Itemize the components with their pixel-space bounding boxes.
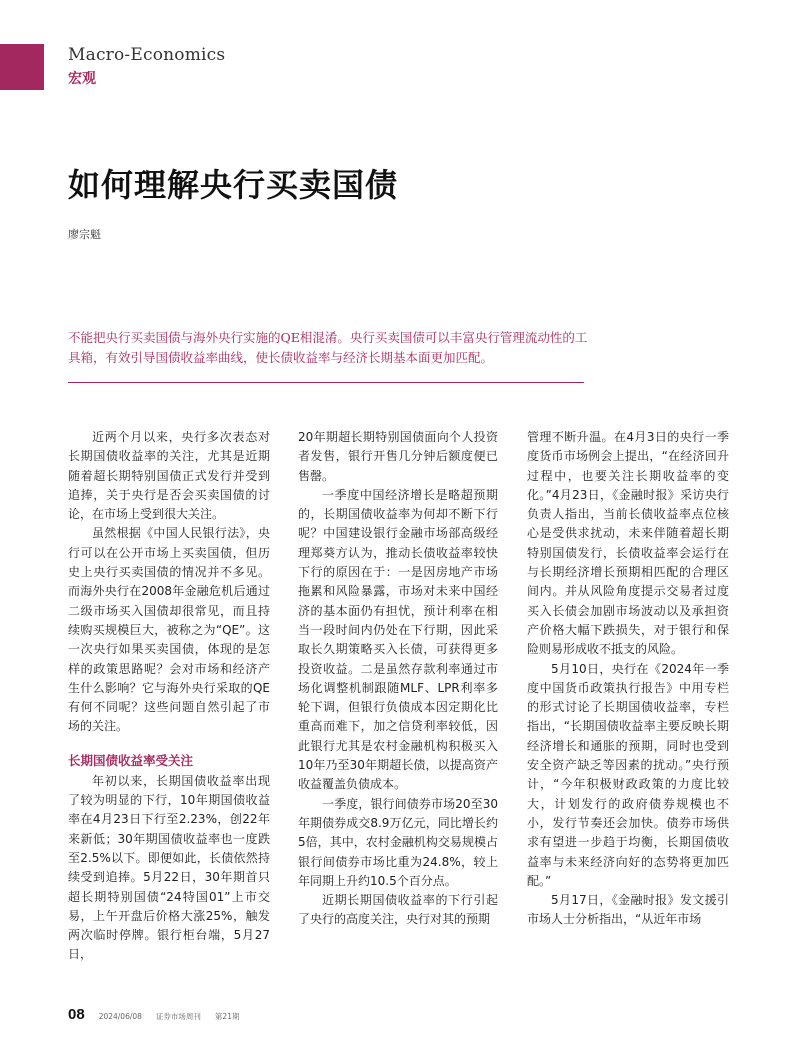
paragraph: 管理不断升温。在4月3日的央行一季度货币市场例会上提出，“在经济回升过程中，也要关注长期收益率的变化。”4月23日，《金融时报》采访央行负责人指出，当前长债收益率点位核心是受供求扰动，未来伴随着超长期特别国债发行，长债收益率会运行在与长期经济增长预期相匹配的合理区间内。并从风险角度提示交易者过度买入长债会加剧市场波动以及承担资产价格大幅下跌损失，对于银行和保险则易形成收不抵支的风险。 — [527, 430, 729, 657]
paragraph: 一季度中国经济增长是略超预期的，长期国债收益率为何却不断下行呢？中国建设银行金融市场部高级经理郑葵方认为，推动长债收益率较快下行的原因在于：一是因房地产市场拖累和风险暴露，市场对未来中国经济的基本面仍有担忧，预计利率在相当一段时间内仍处在下行期，因此采取长久期策略买入长债，可获得更多投资收益。二是虽然存款利率通过市场化调整机制跟随MLF、LPR利率多轮下调，但银行负债成本因定期化比重高而难下，加之信贷利率较低，因此银行尤其是农村金融机构积极买入10年乃至30年期超长债，以提高资产收益覆盖负债成本。 — [298, 487, 498, 792]
page-footer — [68, 1006, 239, 1023]
article-author: 廖宗魁 — [68, 228, 101, 241]
paragraph: 近两个月以来，央行多次表态对长期国债收益率的关注，尤其是近期随着超长期特别国债正式发行并受到追捧，关于央行是否会买卖国债的讨论，在市场上受到很大关注。 — [68, 430, 270, 522]
paragraph: 5月10日，央行在《2024年一季度中国货币政策执行报告》中用专栏的形式讨论了长期国债收益率，专栏指出，“长期国债收益率主要反映长期经济增长和通胀的预期，同时也受到安全资产缺乏等因素的扰动。”央行预计，“今年积极财政政策的力度比较大，计划发行的政府债券规模也不小，发行节奏还会加快。债券市场供求有望进一步趋于均衡，长期国债收益率与未来经济向好的态势将更加匹配。” — [527, 661, 729, 888]
paragraph: 5月17日，《金融时报》发文援引市场人士分析指出，“从近年市场 — [527, 893, 729, 927]
section-label-cn: 宏观 — [68, 71, 96, 87]
paragraph: 一季度，银行间债券市场20至30年期债券成交8.9万亿元，同比增长约5倍，其中，农村金融机构交易规模占银行间债券市场比重为24.8%，较上年同期上升约10.5个百分点。 — [298, 796, 498, 888]
paragraph: 20年期超长期特别国债面向个人投资者发售，银行开售几分钟后额度便已售罄。 — [298, 430, 498, 483]
magazine-name: 证券市场周刊 — [155, 1012, 201, 1021]
article-lead: 不能把央行买卖国债与海外央行实施的QE相混淆。央行买卖国债可以丰富央行管理流动性的工具箱，有效引导国债收益率曲线，使长债收益率与经济长期基本面更加匹配。 — [68, 330, 588, 365]
page-number: 08 — [68, 1006, 85, 1023]
issue-number: 第21期 — [214, 1012, 240, 1021]
body-column-2 — [298, 428, 498, 930]
paragraph: 虽然根据《中国人民银行法》，央行可以在公开市场上买卖国债，但历史上央行买卖国债的情况并不多见。而海外央行在2008年金融危机后通过二级市场买入国债却很常见，而且持续购买规模巨大，被称之为“QE”。这一次央行如果买卖国债，体现的是怎样的政策思路呢？会对市场和经济产生什么影响？它与海外央行采取的QE有何不同呢？这些问题自然引起了市场的关注。 — [68, 526, 270, 734]
section-heading: 长期国债收益率受关注 — [68, 752, 194, 768]
section-color-tab — [0, 44, 44, 90]
issue-date: 2024/06/08 — [98, 1012, 142, 1021]
body-column-3 — [527, 428, 729, 930]
section-label-en: Macro-Economics — [68, 45, 226, 65]
lead-divider — [68, 382, 584, 383]
paragraph: 近期长期国债收益率的下行引起了央行的高度关注，央行对其的预期 — [298, 893, 498, 927]
article-title: 如何理解央行买卖国债 — [68, 166, 399, 204]
paragraph: 年初以来，长期国债收益率出现了较为明显的下行，10年期国债收益率在4月23日下行至2.23%，创22年来新低；30年期国债收益率也一度跌至2.5%以下。即便如此，长债依然持续受到追捧。5月22日，30年期首只超长期特别国债“24特国01”上市交易，上午开盘后价格大涨25%，触发两次临时停牌。银行柜台端，5月27日， — [68, 773, 270, 962]
body-column-1 — [68, 428, 270, 965]
